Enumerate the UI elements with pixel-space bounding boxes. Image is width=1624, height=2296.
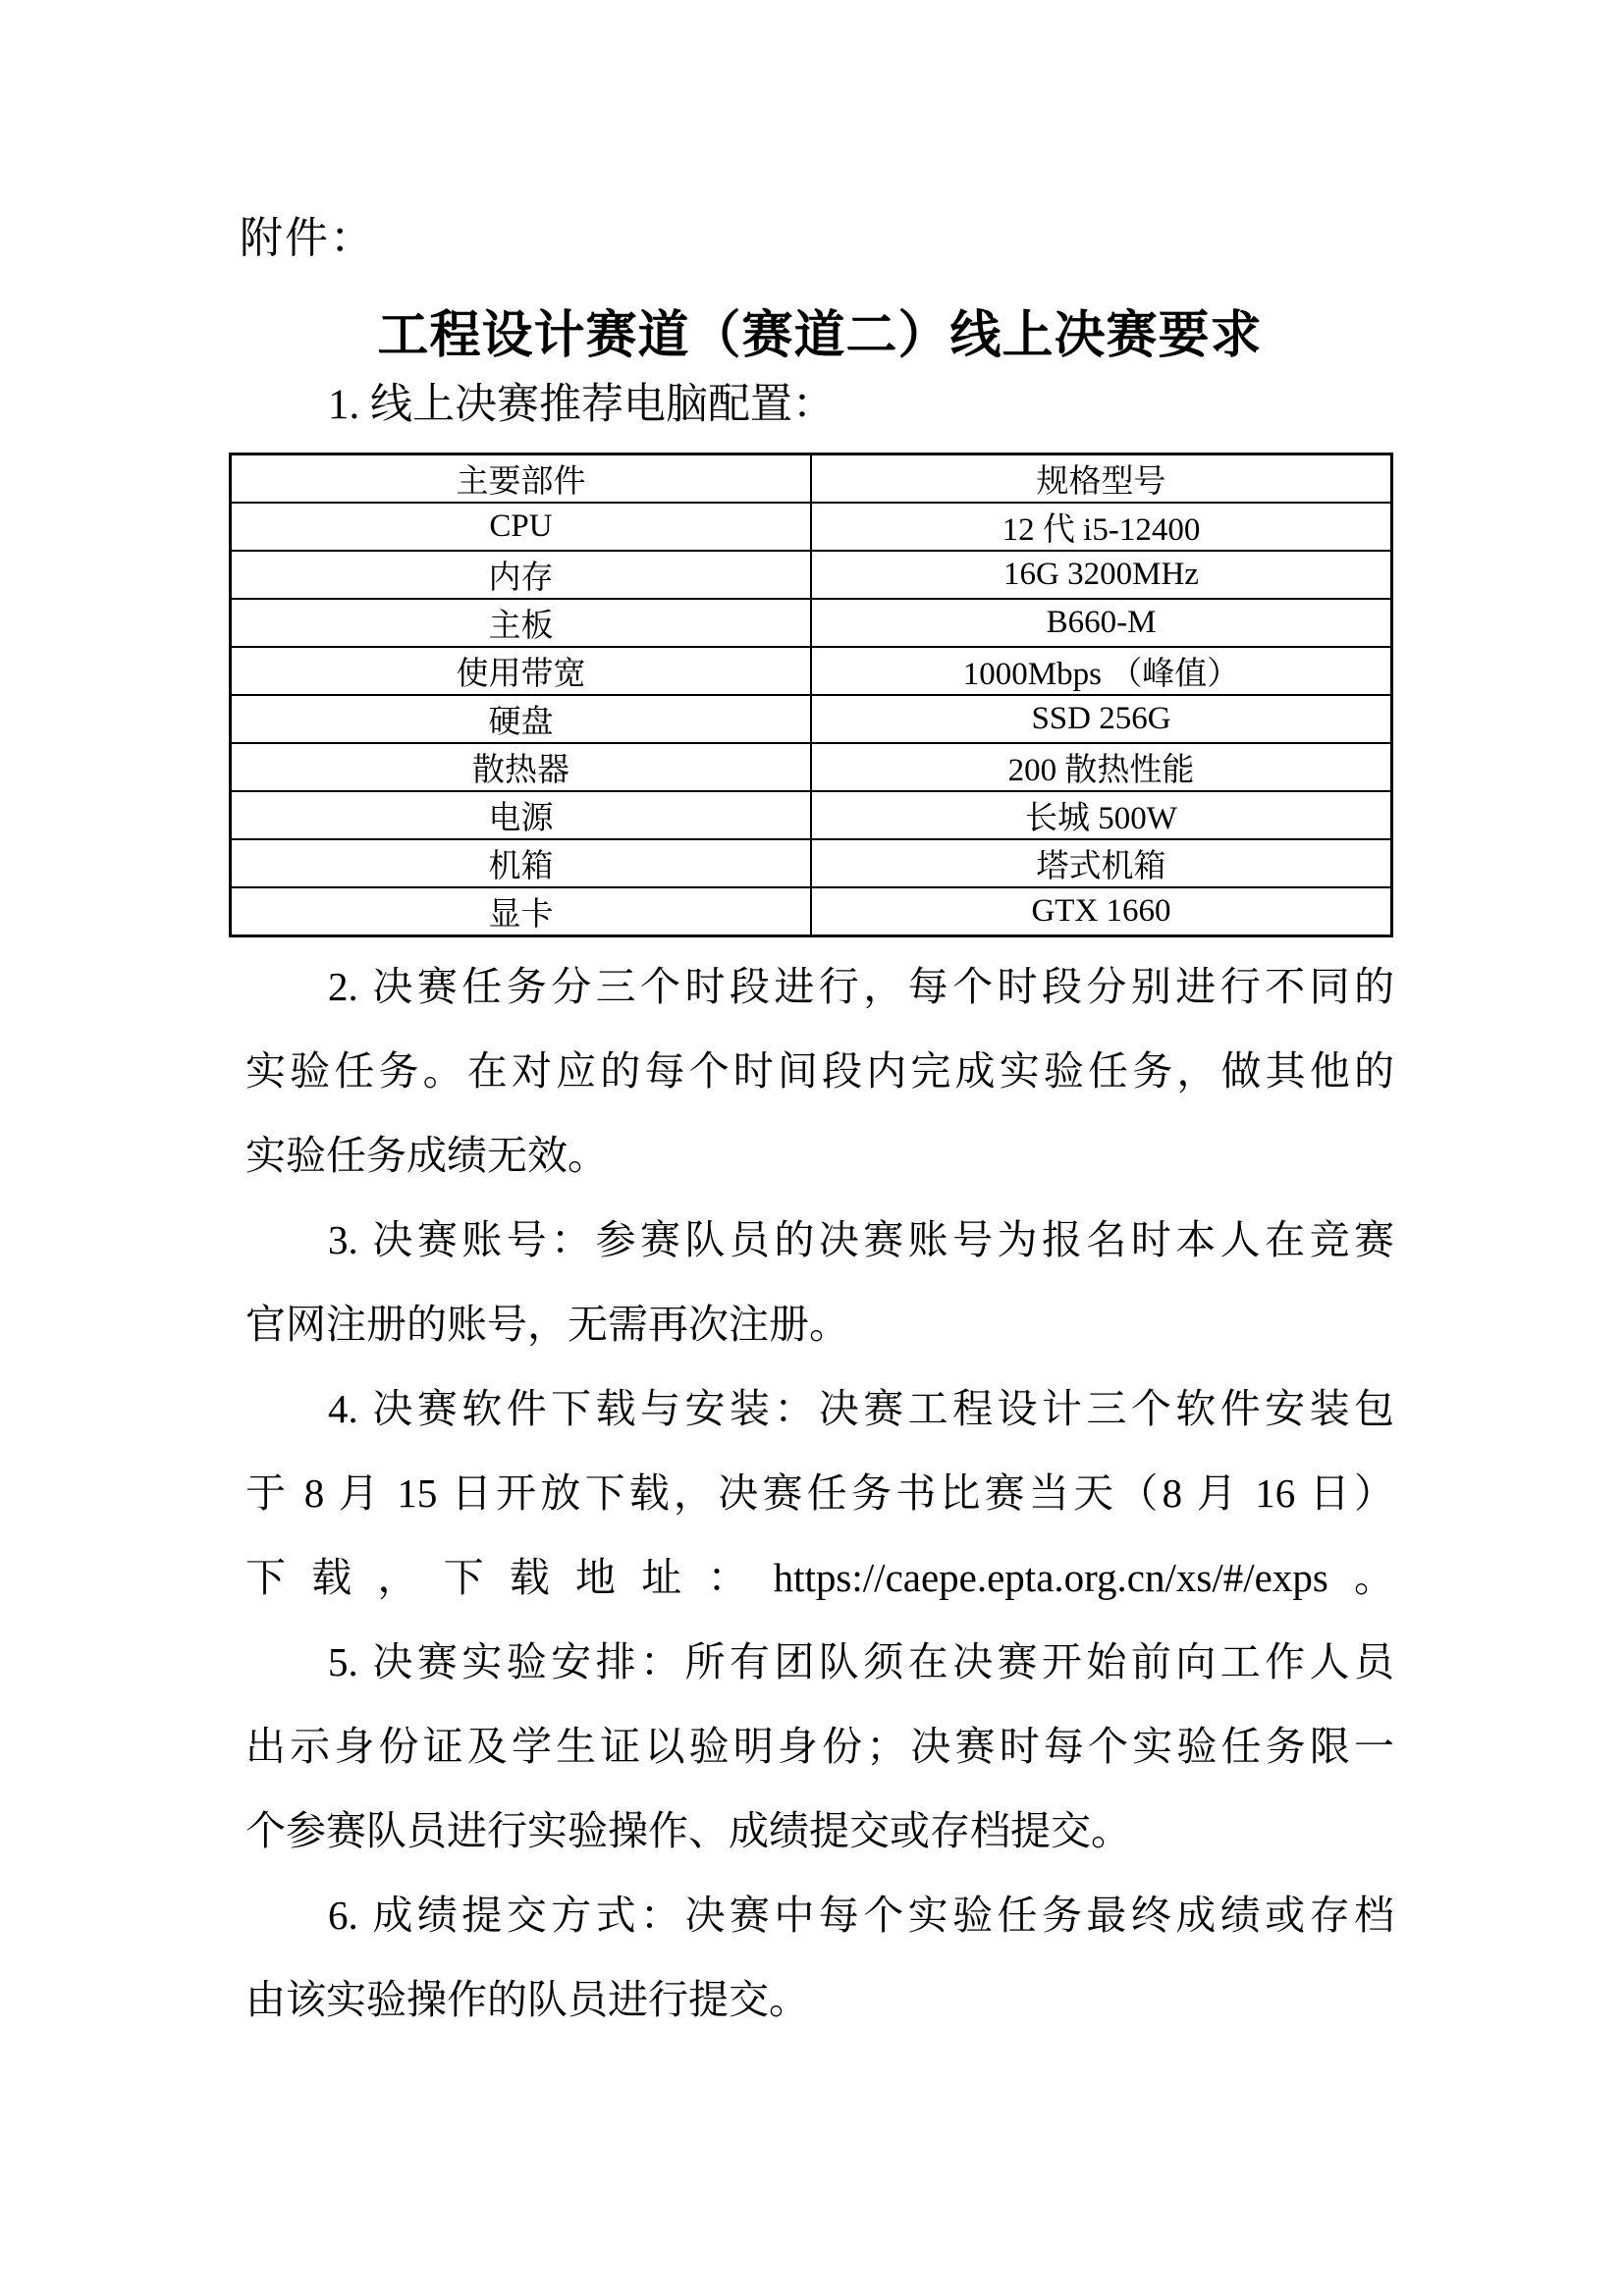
table-row [231,695,1392,743]
spec-model-cell: 长城 500W [811,791,1392,839]
spec-model-cell: SSD 256G [811,695,1392,743]
section-1-heading: 1. 线上决赛推荐电脑配置： [328,382,835,428]
spec-component-cell: 内存 [231,551,812,599]
paragraph-line: 5. 决赛实验安排：所有团队须在决赛开始前向工作人员 [328,1639,1394,1684]
body-paragraphs [245,944,1394,2042]
spec-table-body [231,503,1392,936]
paragraph-line: 出示身份证及学生证以验明身份；决赛时每个实验任务限一 [245,1724,1394,1769]
spec-model-cell: 塔式机箱 [811,839,1392,887]
paragraph-line: 4. 决赛软件下载与安装：决赛工程设计三个软件安装包 [328,1386,1394,1431]
spec-table-header-row [231,454,1392,504]
paragraph-line: 个参赛队员进行实验操作、成绩提交或存档提交。 [245,1808,1131,1853]
spec-model-cell: GTX 1660 [811,887,1392,936]
paragraph-line: 官网注册的账号，无需再次注册。 [245,1302,849,1347]
spec-component-cell: 电源 [231,791,812,839]
spec-table [229,453,1393,937]
paragraph-line: 由该实验操作的队员进行提交。 [245,1977,809,2022]
spec-component-cell: 主板 [231,599,812,647]
spec-component-cell: 机箱 [231,839,812,887]
page-title: 工程设计赛道（赛道二）线上决赛要求 [377,308,1263,364]
table-row [231,791,1392,839]
table-row [231,503,1392,551]
paragraph-line: 6. 成绩提交方式：决赛中每个实验任务最终成绩或存档 [328,1893,1394,1938]
paragraph-line: 3. 决赛账号：参赛队员的决赛账号为报名时本人在竞赛 [328,1217,1394,1262]
paragraph-line: 下载，下载地址：https://caepe.epta.org.cn/xs/#/exps。 [245,1555,1394,1600]
table-row [231,647,1392,695]
paragraph-line: 于 8 月 15 日开放下载，决赛任务书比赛当天（8 月 16 日） [245,1470,1394,1516]
table-row [231,551,1392,599]
spec-model-cell: 16G 3200MHz [811,551,1392,599]
spec-table-header-model: 规格型号 [811,454,1392,504]
spec-component-cell: 使用带宽 [231,647,812,695]
spec-model-cell: B660-M [811,599,1392,647]
spec-model-cell: 12 代 i5-12400 [811,503,1392,551]
table-row [231,743,1392,791]
attachment-label: 附件： [240,214,375,262]
spec-model-cell: 200 散热性能 [811,743,1392,791]
paragraph-line: 实验任务成绩无效。 [245,1133,608,1178]
spec-model-cell: 1000Mbps （峰值） [811,647,1392,695]
paragraph-line: 实验任务。在对应的每个时间段内完成实验任务，做其他的 [245,1048,1394,1094]
spec-component-cell: CPU [231,503,812,551]
spec-table-header-component: 主要部件 [231,454,812,504]
table-row [231,887,1392,936]
spec-component-cell: 硬盘 [231,695,812,743]
spec-component-cell: 散热器 [231,743,812,791]
paragraph-line: 2. 决赛任务分三个时段进行，每个时段分别进行不同的 [328,964,1394,1009]
spec-component-cell: 显卡 [231,887,812,936]
table-row [231,839,1392,887]
table-row [231,599,1392,647]
